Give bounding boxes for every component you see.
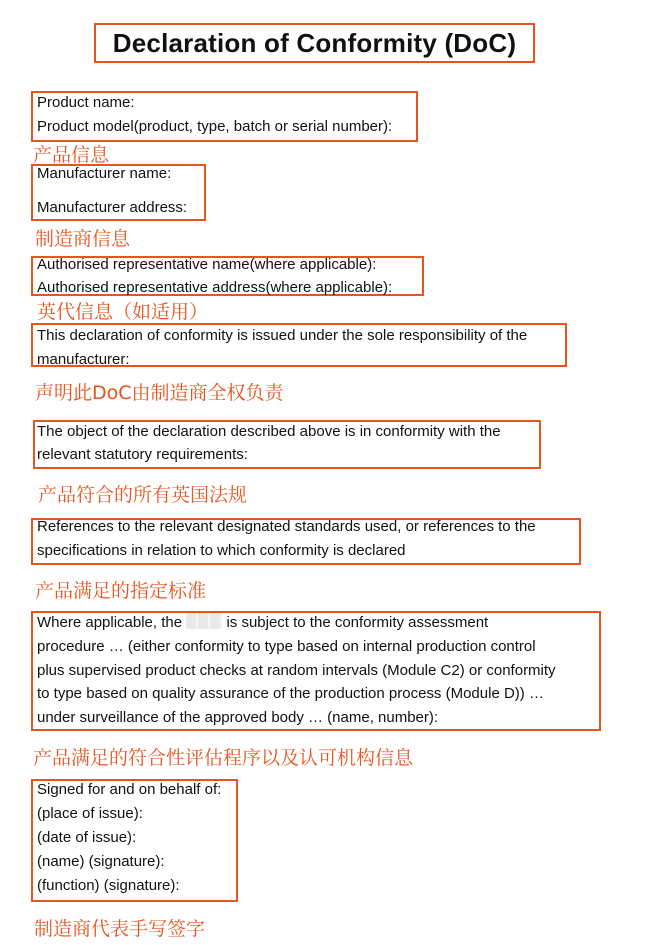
product-info-caption: 产品信息 <box>33 144 110 166</box>
signature-caption: 制造商代表手写签字 <box>34 918 206 940</box>
conformity-caption: 产品符合的所有英国法规 <box>38 484 248 506</box>
assessment-line-5: under surveillance of the approved body … (name, number): <box>37 709 439 726</box>
authorised-rep-caption: 英代信息（如适用） <box>37 301 209 323</box>
page-title: Declaration of Conformity (DoC) <box>94 23 535 63</box>
redacted-product-name <box>186 613 222 629</box>
function-signature-label: (function) (signature): <box>37 877 180 894</box>
place-of-issue-label: (place of issue): <box>37 805 143 822</box>
conformity-line-2: relevant statutory requirements: <box>37 446 248 463</box>
standards-caption: 产品满足的指定标准 <box>35 580 207 602</box>
manufacturer-caption: 制造商信息 <box>35 228 131 250</box>
assessment-line-1 <box>37 611 488 635</box>
assessment-line-3: plus supervised product checks at random intervals (Module C2) or conformity <box>37 662 556 679</box>
assessment-caption: 产品满足的符合性评估程序以及认可机构信息 <box>33 747 414 769</box>
assessment-line-1-start: Where applicable, the <box>37 614 183 631</box>
responsibility-caption: 声明此DoC由制造商全权负责 <box>35 382 284 404</box>
authorised-rep-address-label: Authorised representative address(where applicable): <box>37 279 393 296</box>
date-of-issue-label: (date of issue): <box>37 829 137 846</box>
authorised-rep-name-label: Authorised representative name(where applicable): <box>37 256 377 273</box>
manufacturer-address-label: Manufacturer address: <box>37 199 188 216</box>
manufacturer-name-label: Manufacturer name: <box>37 165 172 182</box>
signed-on-behalf-label: Signed for and on behalf of: <box>37 781 222 798</box>
standards-line-2: specifications in relation to which conformity is declared <box>37 542 406 559</box>
assessment-line-2: procedure … (either conformity to type based on internal production control <box>37 638 536 655</box>
product-model-label: Product model(product, type, batch or serial number): <box>37 118 393 135</box>
name-signature-label: (name) (signature): <box>37 853 165 870</box>
responsibility-line-1: This declaration of conformity is issued under the sole responsibility of the <box>37 327 528 344</box>
product-name-label: Product name: <box>37 94 135 111</box>
assessment-line-4: to type based on quality assurance of the production process (Module D)) … <box>37 685 544 702</box>
conformity-line-1: The object of the declaration described above is in conformity with the <box>37 423 501 440</box>
assessment-line-1-end: is subject to the conformity assessment <box>226 614 489 631</box>
standards-line-1: References to the relevant designated standards used, or references to the <box>37 518 536 535</box>
responsibility-line-2: manufacturer: <box>37 351 130 365</box>
